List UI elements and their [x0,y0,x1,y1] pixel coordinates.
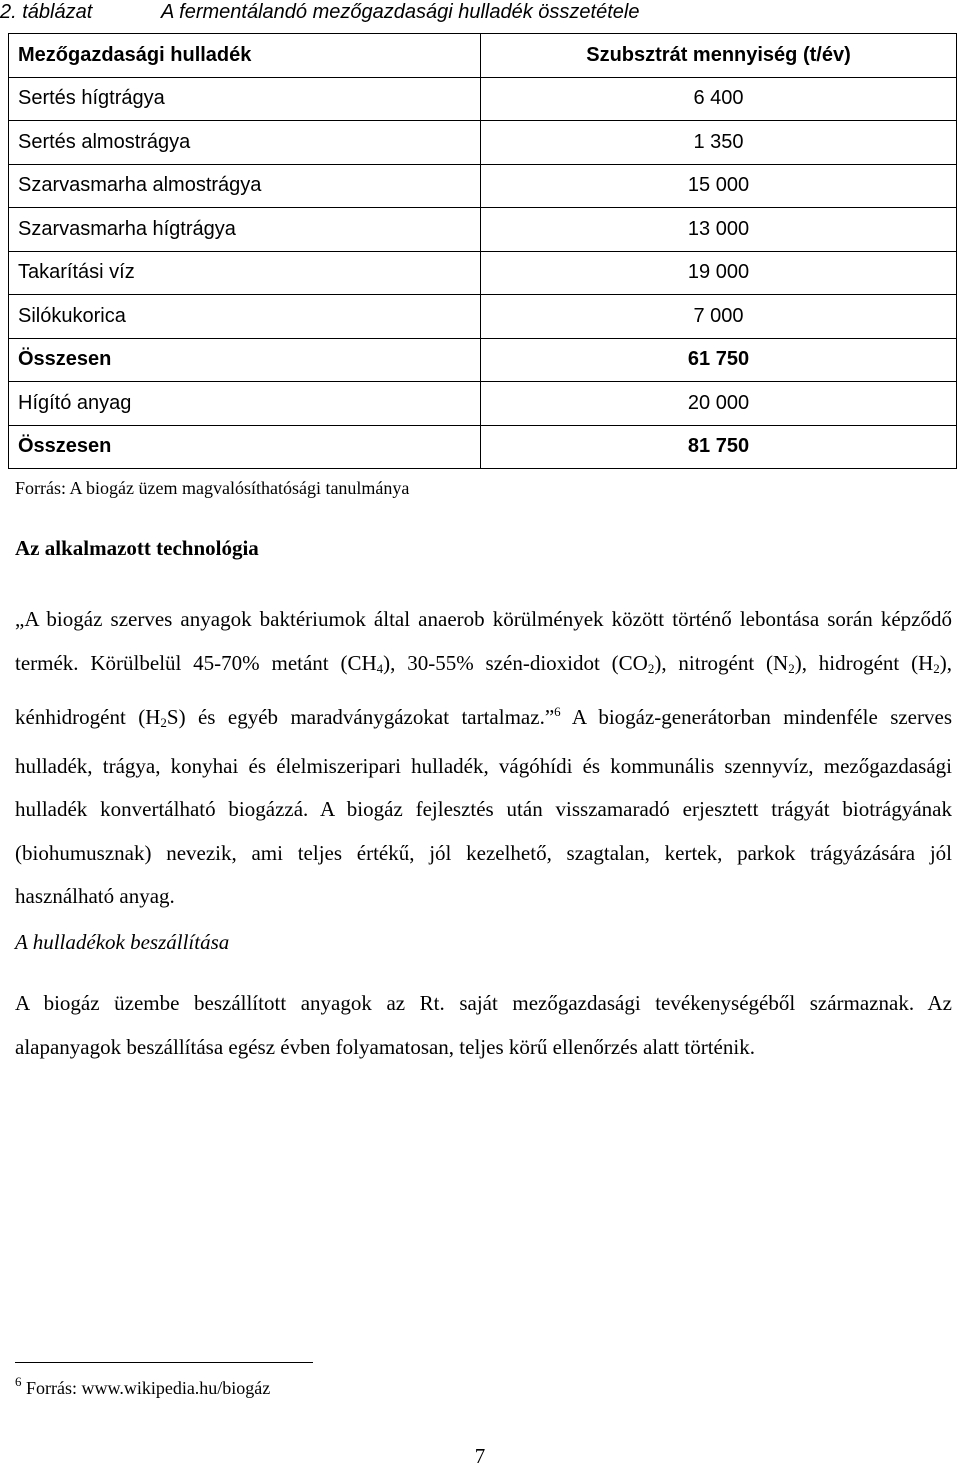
row-name: Összesen [9,338,481,382]
row-value-cell [481,121,957,165]
header-quantity: Szubsztrát mennyiség (t/év) [481,34,957,78]
row-value-cell [481,164,957,208]
row-value: 1 350 [693,130,744,153]
row-value-cell [481,425,957,469]
row-value: 19 000 [687,261,750,284]
delivery-paragraph: A biogáz üzembe beszállított anyagok az Rt. saját mezőgazdasági tevékenységéből származnak. Az alapanyagok beszállítása egész évben folyamatosan, teljes körű ellenőrzés alatt történik. [15,991,952,1059]
table-row-total [9,338,957,382]
table-row [9,164,957,208]
table-row [9,251,957,295]
footnote-text: Forrás: www.wikipedia.hu/biogáz [21,1378,271,1398]
table-row [9,77,957,121]
row-value: 15 000 [687,174,750,197]
row-value-cell [481,251,957,295]
row-name: Sertés almostrágya [9,121,481,165]
technology-paragraph: „A biogáz szerves anyagok baktériumok által anaerob körülmények között történő lebontása során képződő termék. Körülbelül 45-70% metánt $(CH_4)$, 30-55% szén-dioxidot $(CO_2)$, nitrogént $(N_2)$, hidrogént $(H_2)$, kénhidrogént $(H_2S)$ és egyéb maradványgázokat tartalmaz.”$^6$ A biogáz-generátorban mindenféle szerves hulladék, trágya, konyhai és élelmiszeripari hulladék, vágóhídi és kommunális szennyvíz, mezőgazdasági hulladék konvertálható biogázzá. A biogáz fejlesztés után visszamaradó erjesztett trágyát biotrágyának (biohumusznak) nevezik, ami teljes értékű, jól kezelhető, szagtalan, kertek, parkok trágyázására jól használható anyag. [15,607,952,908]
row-name: Hígító anyag [9,382,481,426]
row-name: Szarvasmarha hígtrágya [9,208,481,252]
row-value: 61 750 [687,348,750,371]
row-name: Összesen [9,425,481,469]
table-row [9,295,957,339]
waste-table [8,33,957,469]
table-source: Forrás: A biogáz üzem magvalósíthatósági tanulmánya [15,478,410,498]
row-value: 7 000 [693,304,744,327]
footnote-divider [15,1362,313,1363]
section-heading-delivery: A hulladékok beszállítása [15,930,230,954]
row-value: 6 400 [693,87,744,110]
table-row [9,121,957,165]
table-title: A fermentálandó mezőgazdasági hulladék összetétele [161,1,640,23]
table-header-row [9,34,957,78]
table-row-grand-total [9,425,957,469]
table-row [9,208,957,252]
row-value-cell [481,338,957,382]
row-value: 13 000 [687,217,750,240]
row-value-cell [481,77,957,121]
footnote [15,1374,270,1399]
row-name: Takarítási víz [9,251,481,295]
row-name: Silókukorica [9,295,481,339]
row-value-cell [481,208,957,252]
header-waste: Mezőgazdasági hulladék [9,34,481,78]
table-row [9,382,957,426]
row-value: 20 000 [687,391,750,414]
footnote-number: 6 [15,1374,22,1389]
row-value-cell [481,382,957,426]
row-name: Szarvasmarha almostrágya [9,164,481,208]
row-value-cell [481,295,957,339]
table-number: 2. táblázat [0,1,93,23]
row-value: 81 750 [687,435,750,458]
footnote-reference[interactable]: 6 [554,704,561,719]
row-name: Sertés hígtrágya [9,77,481,121]
table-caption [0,0,639,24]
page-number: 7 [474,1444,486,1468]
section-heading-technology: Az alkalmazott technológia [15,536,259,560]
